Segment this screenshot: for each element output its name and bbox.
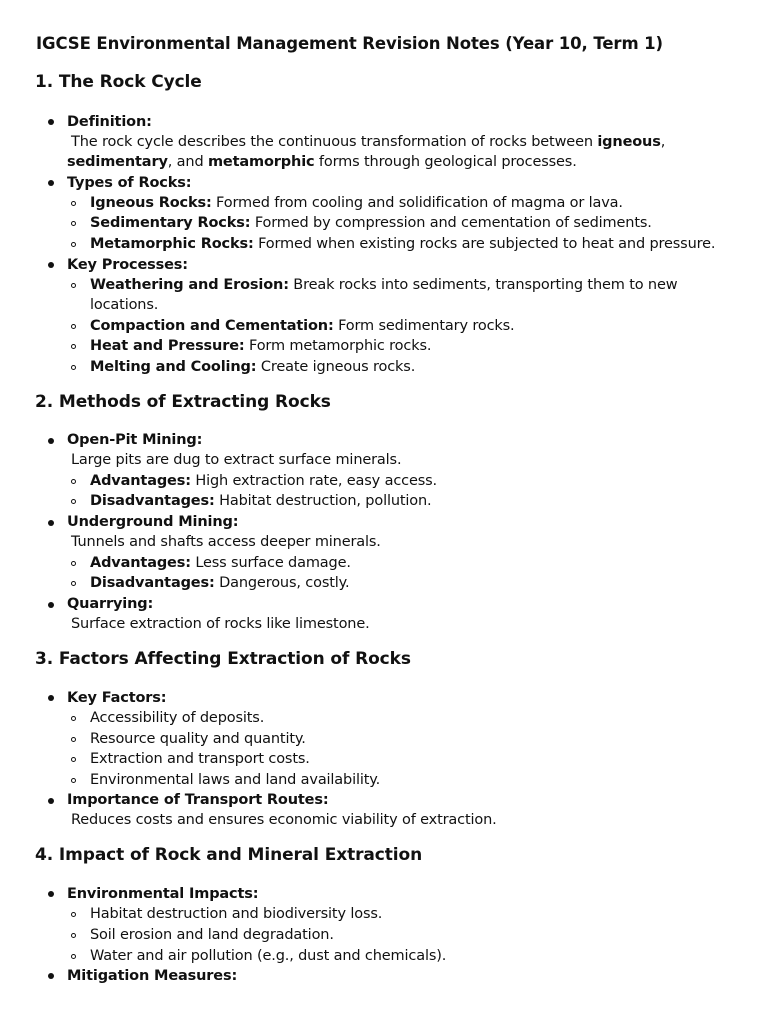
bullet-icon	[48, 602, 54, 608]
transport-routes-description: Reduces costs and ensures economic viability of extraction.	[71, 812, 497, 828]
circle-bullet-icon	[71, 242, 76, 247]
list-item: Weathering and Erosion: Break rocks into sediments, transporting them to new	[90, 277, 678, 293]
mitigation-measures-label: Mitigation Measures:	[67, 968, 238, 984]
circle-bullet-icon	[71, 201, 76, 206]
key-processes-label: Key Processes:	[67, 257, 188, 273]
list-item: Compaction and Cementation: Form sedimentary rocks.	[90, 318, 515, 334]
open-pit-mining-description: Large pits are dug to extract surface minerals.	[71, 452, 402, 468]
circle-bullet-icon	[71, 737, 76, 742]
bullet-icon	[48, 891, 54, 897]
list-item: Disadvantages: Habitat destruction, pollution.	[90, 493, 432, 509]
bullet-icon	[48, 262, 54, 268]
bullet-icon	[48, 973, 54, 979]
open-pit-mining-label: Open-Pit Mining:	[67, 432, 203, 448]
circle-bullet-icon	[71, 344, 76, 349]
list-item: Soil erosion and land degradation.	[90, 927, 334, 943]
bullet-icon	[48, 119, 54, 125]
quarrying-label: Quarrying:	[67, 596, 154, 612]
underground-mining-description: Tunnels and shafts access deeper minerals.	[71, 534, 381, 550]
list-item: Water and air pollution (e.g., dust and chemicals).	[90, 948, 447, 964]
circle-bullet-icon	[71, 954, 76, 959]
list-item: Extraction and transport costs.	[90, 751, 310, 767]
list-item-continuation: locations.	[90, 297, 159, 313]
circle-bullet-icon	[71, 365, 76, 370]
definition-text-line-2: sedimentary, and metamorphic forms through geological processes.	[67, 154, 577, 170]
section-heading-rock-cycle: 1. The Rock Cycle	[35, 72, 202, 92]
circle-bullet-icon	[71, 581, 76, 586]
list-item: Igneous Rocks: Formed from cooling and solidification of magma or lava.	[90, 195, 623, 211]
list-item: Metamorphic Rocks: Formed when existing rocks are subjected to heat and pressure.	[90, 236, 716, 252]
list-item: Advantages: Less surface damage.	[90, 555, 351, 571]
circle-bullet-icon	[71, 757, 76, 762]
bullet-icon	[48, 438, 54, 444]
list-item: Disadvantages: Dangerous, costly.	[90, 575, 350, 591]
key-factors-label: Key Factors:	[67, 690, 167, 706]
transport-routes-label: Importance of Transport Routes:	[67, 792, 329, 808]
environmental-impacts-label: Environmental Impacts:	[67, 886, 259, 902]
circle-bullet-icon	[71, 561, 76, 566]
list-item: Melting and Cooling: Create igneous rocks.	[90, 359, 416, 375]
circle-bullet-icon	[71, 499, 76, 504]
bullet-icon	[48, 520, 54, 526]
circle-bullet-icon	[71, 479, 76, 484]
list-item: Advantages: High extraction rate, easy access.	[90, 473, 437, 489]
circle-bullet-icon	[71, 324, 76, 329]
list-item: Environmental laws and land availability.	[90, 772, 381, 788]
circle-bullet-icon	[71, 933, 76, 938]
circle-bullet-icon	[71, 912, 76, 917]
definition-label: Definition:	[67, 114, 152, 130]
bullet-icon	[48, 695, 54, 701]
list-item: Accessibility of deposits.	[90, 710, 265, 726]
circle-bullet-icon	[71, 716, 76, 721]
quarrying-description: Surface extraction of rocks like limestone.	[71, 616, 370, 632]
bullet-icon	[48, 180, 54, 186]
definition-text-line-1: The rock cycle describes the continuous transformation of rocks between igneous,	[71, 134, 666, 150]
document-title: IGCSE Environmental Management Revision Notes (Year 10, Term 1)	[36, 34, 664, 53]
section-heading-impact: 4. Impact of Rock and Mineral Extraction	[35, 845, 423, 865]
section-heading-factors: 3. Factors Affecting Extraction of Rocks	[35, 649, 411, 669]
list-item: Resource quality and quantity.	[90, 731, 306, 747]
list-item: Habitat destruction and biodiversity loss.	[90, 906, 383, 922]
list-item: Sedimentary Rocks: Formed by compression and cementation of sediments.	[90, 215, 652, 231]
underground-mining-label: Underground Mining:	[67, 514, 239, 530]
bullet-icon	[48, 798, 54, 804]
circle-bullet-icon	[71, 778, 76, 783]
list-item: Heat and Pressure: Form metamorphic rocks.	[90, 338, 432, 354]
circle-bullet-icon	[71, 221, 76, 226]
section-heading-extracting-rocks: 2. Methods of Extracting Rocks	[35, 392, 331, 412]
types-of-rocks-label: Types of Rocks:	[67, 175, 192, 191]
circle-bullet-icon	[71, 283, 76, 288]
